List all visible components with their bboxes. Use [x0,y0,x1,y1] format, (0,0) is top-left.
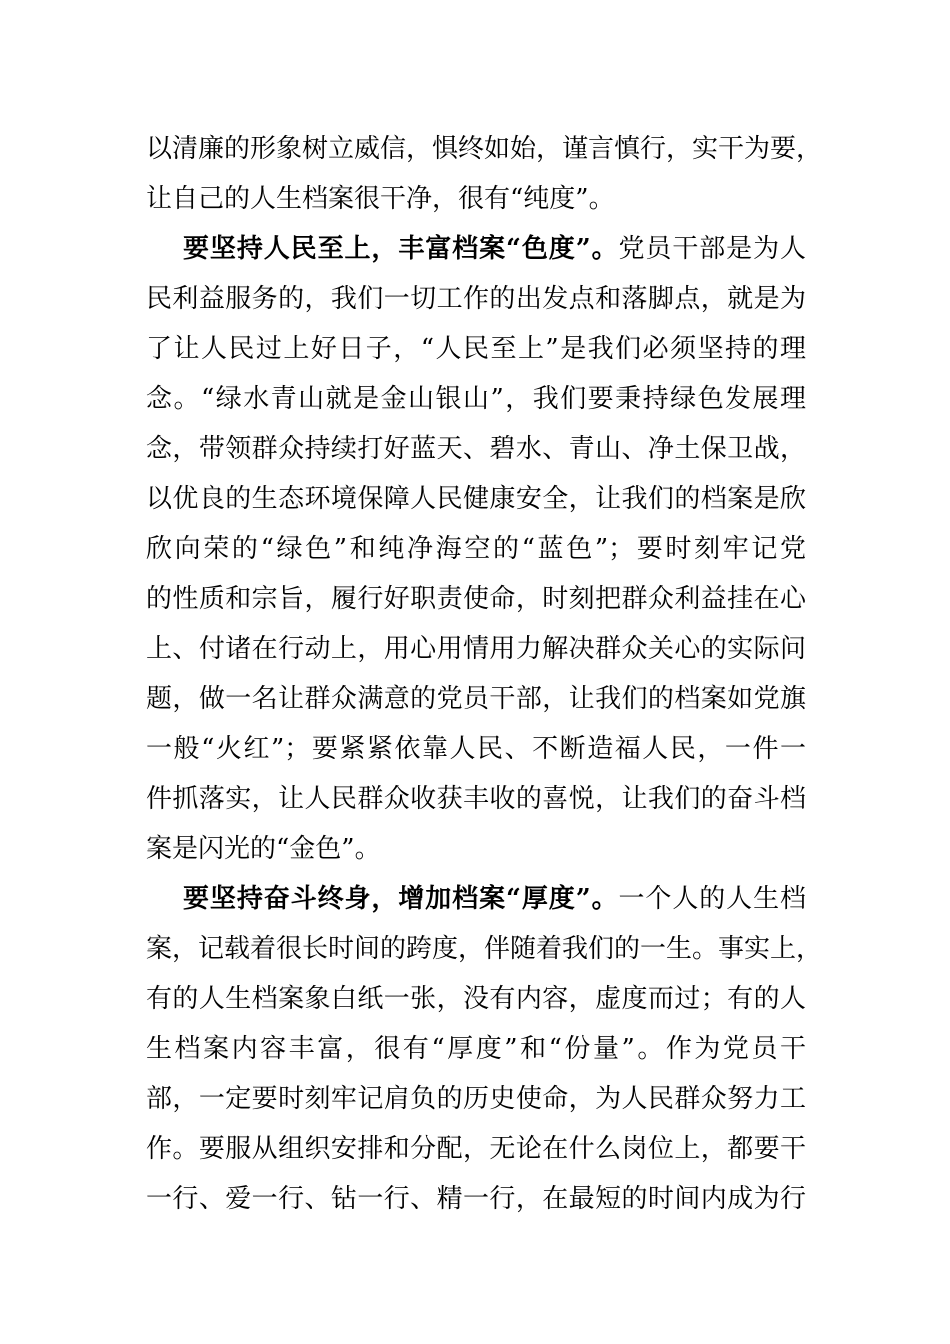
paragraph-2-line: 上、付诸在行动上，用心用情用力解决群众关心的实际问 [146,634,806,664]
paragraph-3-line: 一行、爱一行、钻一行、精一行，在最短的时间内成为行 [146,1184,806,1214]
paragraph-3-first-line [183,879,806,919]
paragraph-2-line: 案是闪光的“金色”。 [146,834,381,864]
paragraph-2-line: 了让人民过上好日子，“人民至上”是我们必须坚持的理 [146,334,806,364]
paragraph-3-line: 有的人生档案象白纸一张，没有内容，虚度而过；有的人 [146,984,806,1014]
paragraph-2-line: 念。“绿水青山就是金山银山”，我们要秉持绿色发展理 [146,384,806,414]
paragraph-2-line: 以优良的生态环境保障人民健康安全，让我们的档案是欣 [146,484,806,514]
paragraph-2-heading: 要坚持人民至上，丰富档案“色度”。 [183,234,619,264]
paragraph-2-first-line [183,229,806,269]
paragraph-2-first-line-text: 党员干部是为人 [618,234,806,264]
paragraph-1-line-2: 让自己的人生档案很干净，很有“纯度”。 [146,184,615,214]
paragraph-1-line-1: 以清廉的形象树立威信，惧终如始，谨言慎行，实干为要， [146,134,823,164]
paragraph-3-line: 部，一定要时刻牢记肩负的历史使命，为人民群众努力工 [146,1084,806,1114]
paragraph-3-line: 案，记载着很长时间的跨度，伴随着我们的一生。事实上， [146,934,823,964]
paragraph-3-heading: 要坚持奋斗终身，增加档案“厚度”。 [183,884,619,914]
paragraph-2-line: 件抓落实，让人民群众收获丰收的喜悦，让我们的奋斗档 [146,784,806,814]
paragraph-2-line: 欣向荣的“绿色”和纯净海空的“蓝色”；要时刻牢记党 [146,534,806,564]
paragraph-3-line: 作。要服从组织安排和分配，无论在什么岗位上，都要干 [146,1134,806,1164]
paragraph-3-first-line-text: 一个人的人生档 [618,884,806,914]
paragraph-2-line: 的性质和宗旨，履行好职责使命，时刻把群众利益挂在心 [146,584,806,614]
paragraph-2-line: 题，做一名让群众满意的党员干部，让我们的档案如党旗 [146,684,806,714]
paragraph-2-line: 一般“火红”；要紧紧依靠人民、不断造福人民，一件一 [146,734,806,764]
paragraph-3-line: 生档案内容丰富，很有“厚度”和“份量”。作为党员干 [146,1034,806,1064]
paragraph-2-line: 民利益服务的，我们一切工作的出发点和落脚点，就是为 [146,284,806,314]
paragraph-2-line: 念，带领群众持续打好蓝天、碧水、青山、净土保卫战， [146,434,806,464]
